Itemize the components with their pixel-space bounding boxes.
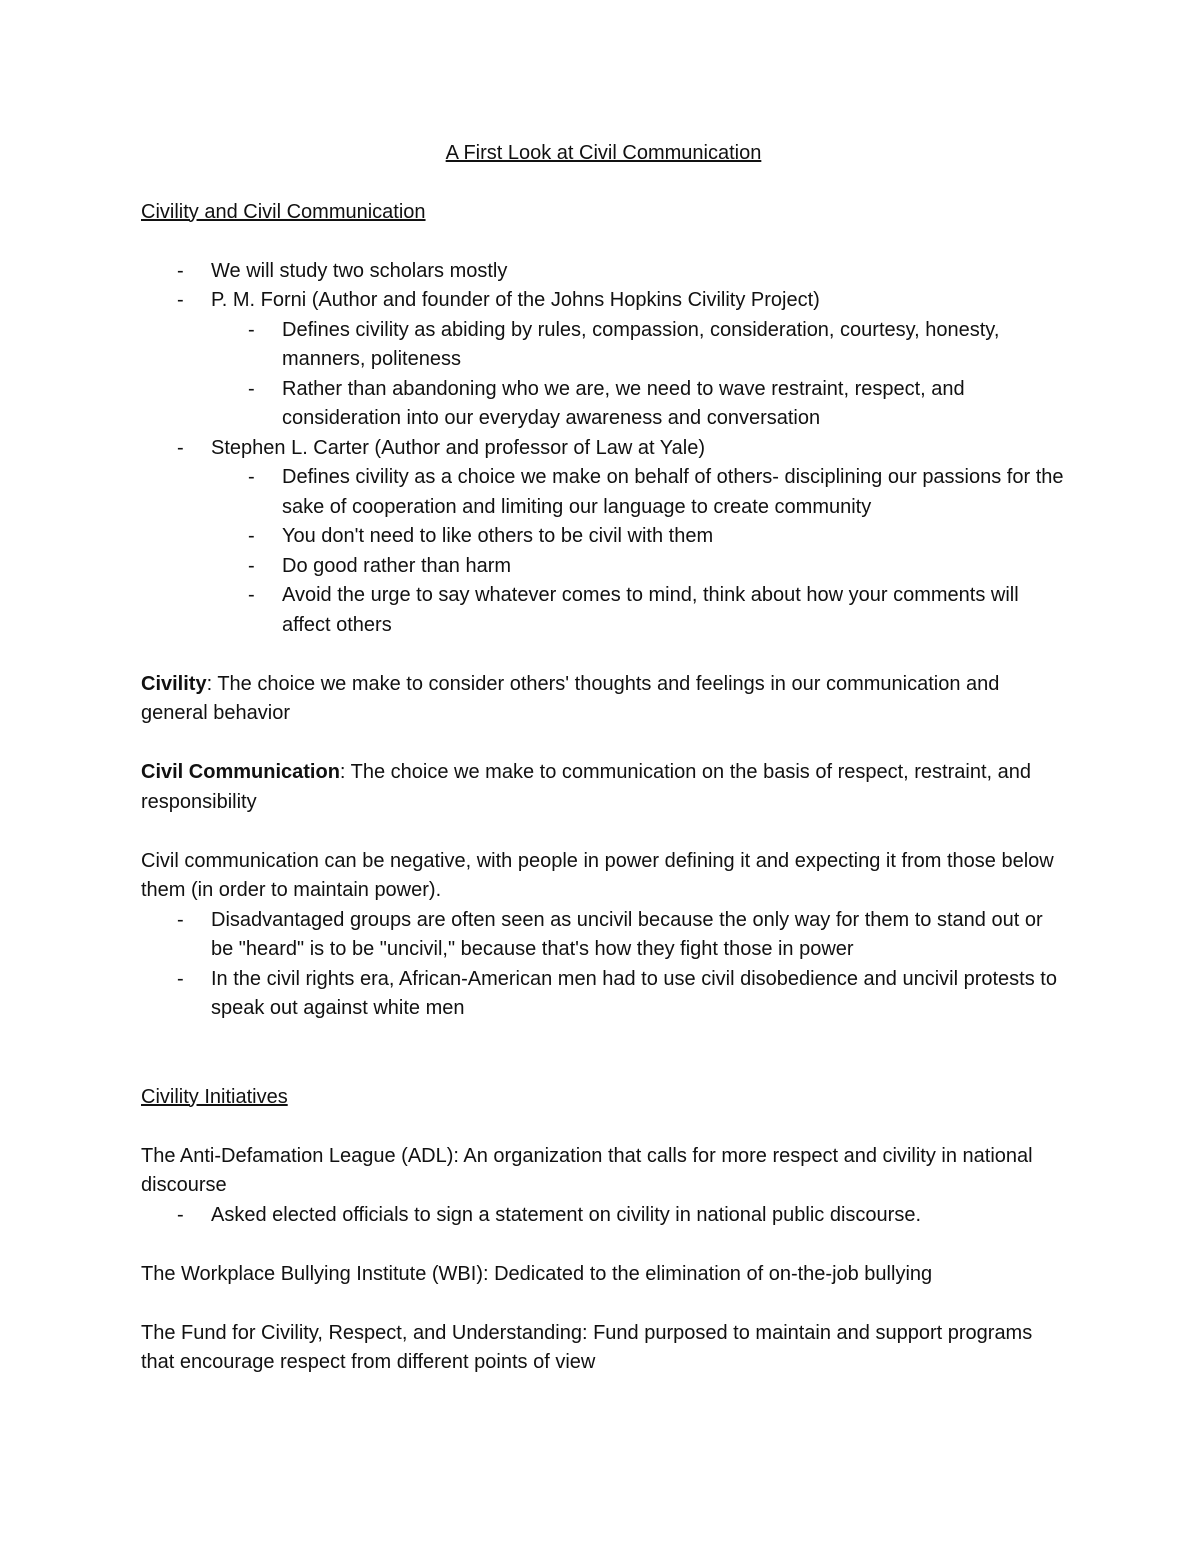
section-heading-civility: Civility and Civil Communication <box>141 200 426 223</box>
list-item: - We will study two scholars mostly <box>141 257 1066 287</box>
list-item: - P. M. Forni (Author and founder of the Johns Hopkins Civility Project) <box>141 286 1066 316</box>
adl-list <box>141 1201 1066 1231</box>
definition-term: Civil Communication <box>141 761 340 783</box>
spacer <box>141 1112 1066 1142</box>
spacer <box>141 1230 1066 1260</box>
list-item: - Disadvantaged groups are often seen as uncivil because the only way for them to stand out or be "heard" is to be "uncivil," because that's how they fight those in power <box>141 906 1066 965</box>
list-item: - Asked elected officials to sign a statement on civility in national public discourse. <box>141 1201 1066 1231</box>
scholars-list <box>141 257 1066 641</box>
list-item: - Stephen L. Carter (Author and professor of Law at Yale) <box>141 434 1066 464</box>
spacer <box>141 729 1066 759</box>
sub-list-item: - Avoid the urge to say whatever comes to mind, think about how your comments will affect others <box>141 581 1066 640</box>
document-page <box>141 139 1066 1378</box>
negative-paragraph: Civil communication can be negative, with people in power defining it and expecting it from those below them (in order to maintain power). <box>141 849 1054 901</box>
definition-text: : The choice we make to communication on the basis of respect, restraint, and responsibility <box>141 761 1031 813</box>
adl-paragraph: The Anti-Defamation League (ADL): An organization that calls for more respect and civility in national discourse <box>141 1144 1033 1196</box>
sub-list-item: - Defines civility as a choice we make on behalf of others- disciplining our passions for the sake of cooperation and limiting our language to create community <box>141 463 1066 522</box>
definition-term: Civility <box>141 672 207 695</box>
sub-list-item: - Defines civility as abiding by rules, compassion, consideration, courtesy, honesty, manners, politeness <box>141 316 1066 375</box>
spacer <box>141 227 1066 257</box>
sub-list-item: - You don't need to like others to be civil with them <box>141 522 1066 552</box>
definition-text: : The choice we make to consider others' thoughts and feelings in our communication and general behavior <box>141 672 1000 724</box>
civility-definition <box>141 670 1066 729</box>
list-item: - In the civil rights era, African-American men had to use civil disobedience and uncivil protests to speak out against white men <box>141 965 1066 1024</box>
spacer <box>141 1024 1066 1083</box>
sub-list-item: - Do good rather than harm <box>141 552 1066 582</box>
sub-list-item: - Rather than abandoning who we are, we need to wave restraint, respect, and consideration into our everyday awareness and conversation <box>141 375 1066 434</box>
document-title: A First Look at Civil Communication <box>445 142 762 164</box>
wbi-paragraph: The Workplace Bullying Institute (WBI): Dedicated to the elimination of on-the-job bullying <box>141 1262 933 1285</box>
spacer <box>141 1289 1066 1319</box>
negative-list <box>141 906 1066 1024</box>
fund-paragraph: The Fund for Civility, Respect, and Understanding: Fund purposed to maintain and support programs that encourage respect from different points of view <box>141 1321 1033 1373</box>
civil-communication-definition <box>141 758 1066 817</box>
section-heading-initiatives: Civility Initiatives <box>141 1085 288 1108</box>
spacer <box>141 640 1066 670</box>
spacer <box>141 817 1066 847</box>
